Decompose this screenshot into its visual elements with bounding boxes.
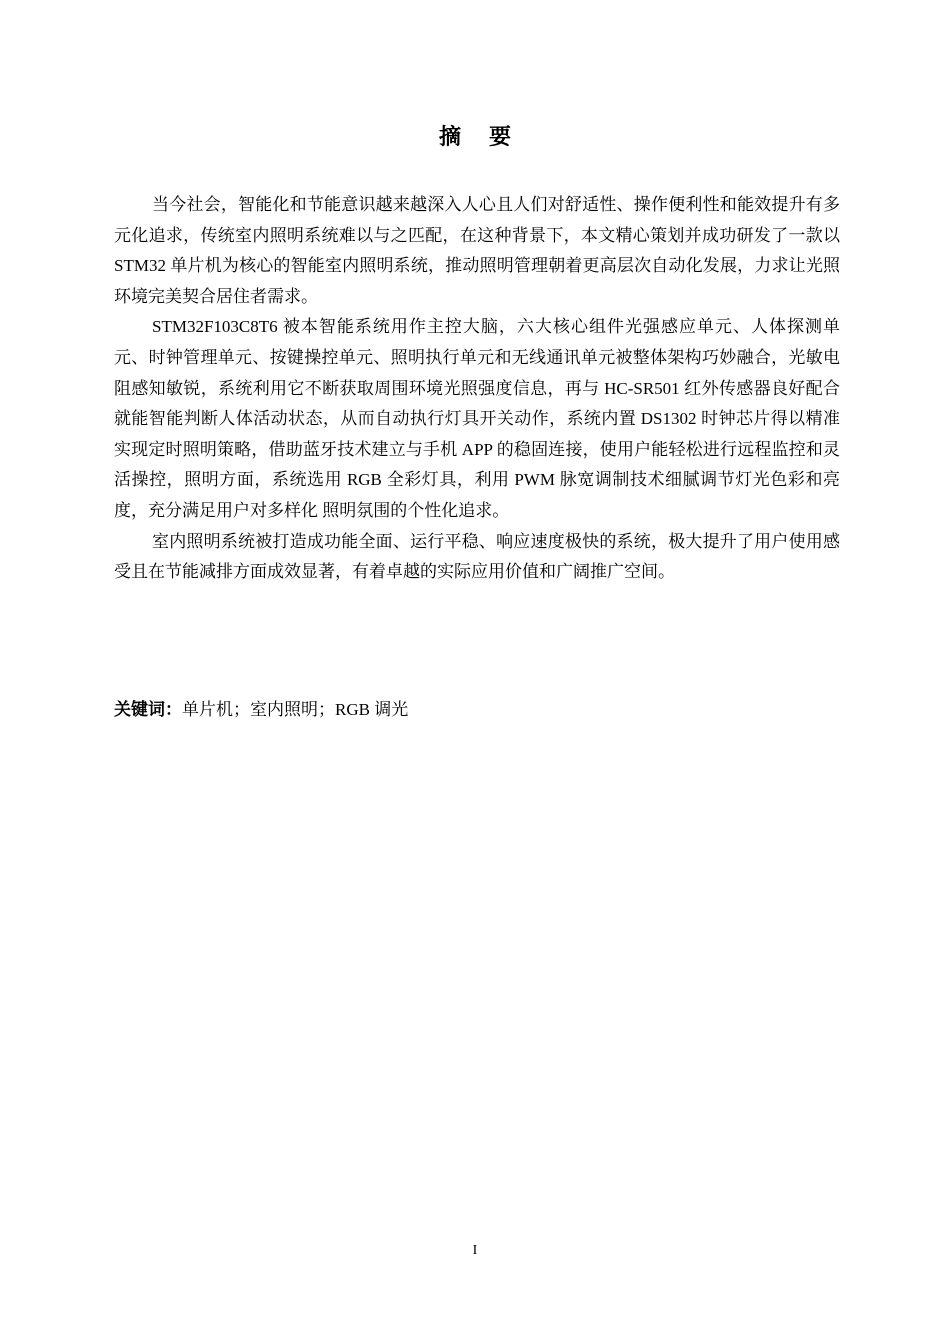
- keywords-line: [114, 696, 840, 724]
- keywords-label: 关键词：: [114, 700, 182, 720]
- abstract-body: [114, 190, 840, 588]
- abstract-paragraph-3: 室内照明系统被打造成功能全面、运行平稳、响应速度极快的系统，极大提升了用户使用感受且在节能减排方面成效显著，有着卓越的实际应用价值和广阔推广空间。: [114, 531, 840, 582]
- abstract-title: 摘要: [438, 125, 539, 150]
- keywords-value: 单片机；室内照明；RGB 调光: [182, 700, 409, 719]
- abstract-paragraph-2: STM32F103C8T6 被本智能系统用作主控大脑，六大核心组件光强感应单元、人体探测单元、时钟管理单元、按键操控单元、照明执行单元和无线通讯单元被整体架构巧妙融合，光敏电阻感知敏锐，系统利用它不断获取周围环境光照强度信息，再与 HC-SR501 红外传感器良好配合就能智能判断人体活动状态，从而自动执行灯具开关动作，系统内置 DS1302 时钟芯片得以精准实现定时照明策略，借助蓝牙技术建立与手机 APP 的稳固连接，使用户能轻松进行远程监控和灵活操控，照明方面，系统选用 RGB 全彩灯具，利用 PWM 脉宽调制技术细腻调节灯光色彩和亮度，充分满足用户对多样化 照明氛围的个性化追求。: [114, 317, 840, 520]
- page-number: I: [472, 1243, 478, 1258]
- abstract-paragraph-1: 当今社会，智能化和节能意识越来越深入人心且人们对舒适性、操作便利性和能效提升有多元化追求，传统室内照明系统难以与之匹配，在这种背景下，本文精心策划并成功研发了一款以 STM32 单片机为核心的智能室内照明系统，推动照明管理朝着更高层次自动化发展，力求让光照环境完美契合居住者需求。: [114, 195, 840, 306]
